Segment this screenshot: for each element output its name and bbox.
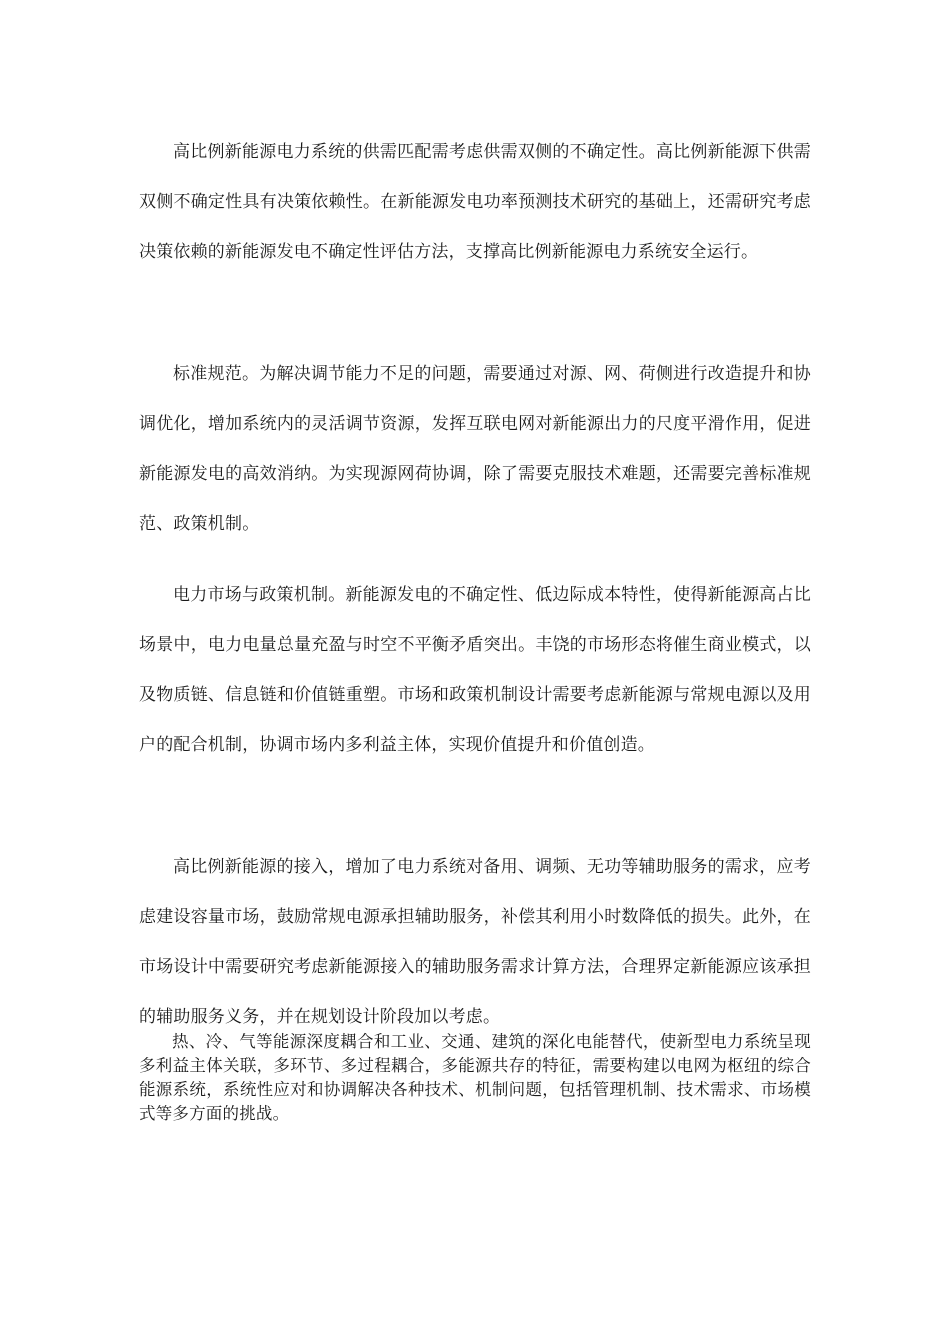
paragraph-5: 热、冷、气等能源深度耦合和工业、交通、建筑的深化电能替代，使新型电力系统呈现多利益主体关联，多环节、多过程耦合，多能源共存的特征，需要构建以电网为枢纽的综合能源系统，系统性应对和协调解决各种技术、机制问题，包括管理机制、技术需求、市场模式等多方面的挑战。 [139, 1032, 811, 1123]
paragraph-2: 标准规范。为解决调节能力不足的问题，需要通过对源、网、荷侧进行改造提升和协调优化，增加系统内的灵活调节资源，发挥互联电网对新能源出力的尺度平滑作用，促进新能源发电的高效消纳。为实现源网荷协调，除了需要克服技术难题，还需要完善标准规范、政策机制。 [139, 364, 811, 534]
paragraph-3: 电力市场与政策机制。新能源发电的不确定性、低边际成本特性，使得新能源高占比场景中，电力电量总量充盈与时空不平衡矛盾突出。丰饶的市场形态将催生商业模式，以及物质链、信息链和价值链重塑。市场和政策机制设计需要考虑新能源与常规电源以及用户的配合机制，协调市场内多利益主体，实现价值提升和价值创造。 [139, 585, 811, 755]
paragraph-1: 高比例新能源电力系统的供需匹配需考虑供需双侧的不确定性。高比例新能源下供需双侧不确定性具有决策依赖性。在新能源发电功率预测技术研究的基础上，还需研究考虑决策依赖的新能源发电不确定性评估方法，支撑高比例新能源电力系统安全运行。 [139, 142, 811, 262]
paragraph-4: 高比例新能源的接入，增加了电力系统对备用、调频、无功等辅助服务的需求，应考虑建设容量市场，鼓励常规电源承担辅助服务，补偿其利用小时数降低的损失。此外，在市场设计中需要研究考虑新能源接入的辅助服务需求计算方法，合理界定新能源应该承担的辅助服务义务，并在规划设计阶段加以考虑。 [139, 857, 811, 1027]
